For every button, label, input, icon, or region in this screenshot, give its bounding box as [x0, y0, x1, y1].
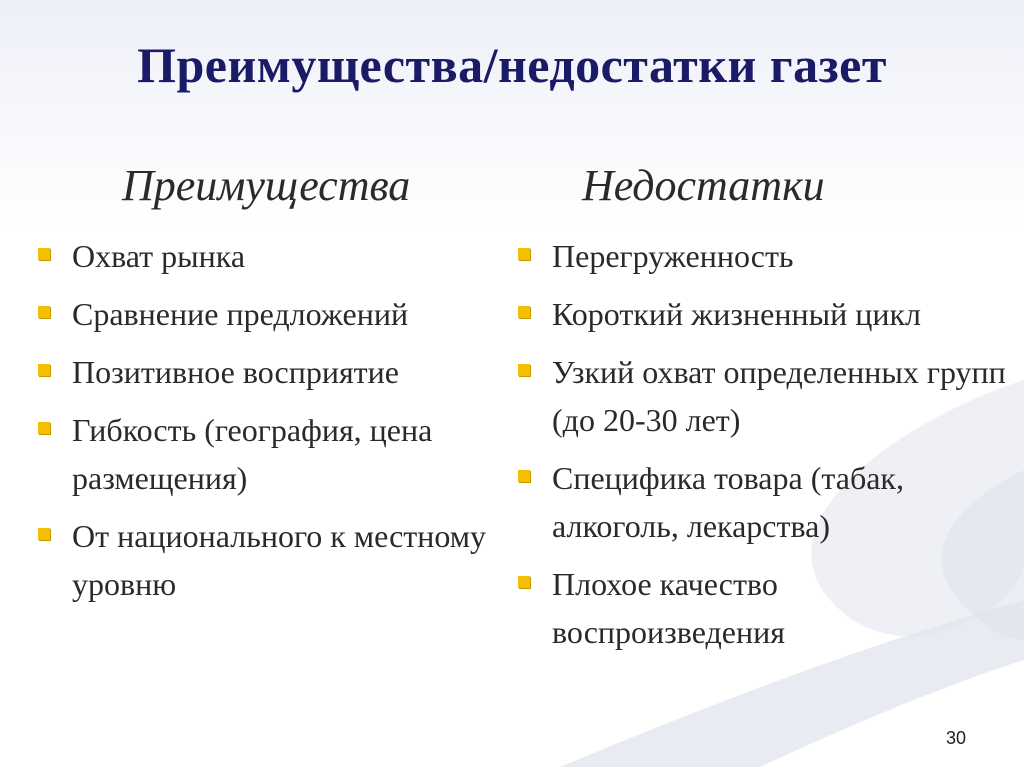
list-item: Короткий жизненный цикл — [512, 290, 1012, 338]
list-item: Узкий охват определенных групп (до 20-30 лет) — [512, 348, 1012, 444]
list-item: Перегруженность — [512, 232, 1012, 280]
bullet-square-icon — [518, 306, 530, 318]
bullet-square-icon — [38, 528, 50, 540]
list-item: Плохое качество воспроизведения — [512, 560, 1012, 656]
page-number: 30 — [945, 728, 966, 748]
list-item: Охват рынка — [32, 232, 502, 280]
bullet-square-icon — [518, 576, 530, 588]
bullet-square-icon — [518, 364, 530, 376]
bullet-square-icon — [38, 422, 50, 434]
advantages-list — [32, 232, 502, 618]
bullet-square-icon — [38, 306, 50, 318]
disadvantages-list — [512, 232, 1012, 666]
list-item: Сравнение предложений — [32, 290, 502, 338]
bullet-square-icon — [38, 364, 50, 376]
list-item: Гибкость (география, цена размещения) — [32, 406, 502, 502]
advantages-heading: Преимущества — [122, 161, 411, 210]
list-item: Позитивное восприятие — [32, 348, 502, 396]
disadvantages-heading: Недостатки — [582, 161, 825, 210]
bullet-square-icon — [518, 470, 530, 482]
bullet-square-icon — [518, 248, 530, 260]
slide-title: Преимущества/недостатки газет — [137, 37, 887, 93]
list-item: Специфика товара (табак, алкоголь, лекарства) — [512, 454, 1012, 550]
list-item: От национального к местному уровню — [32, 512, 502, 608]
bullet-square-icon — [38, 248, 50, 260]
